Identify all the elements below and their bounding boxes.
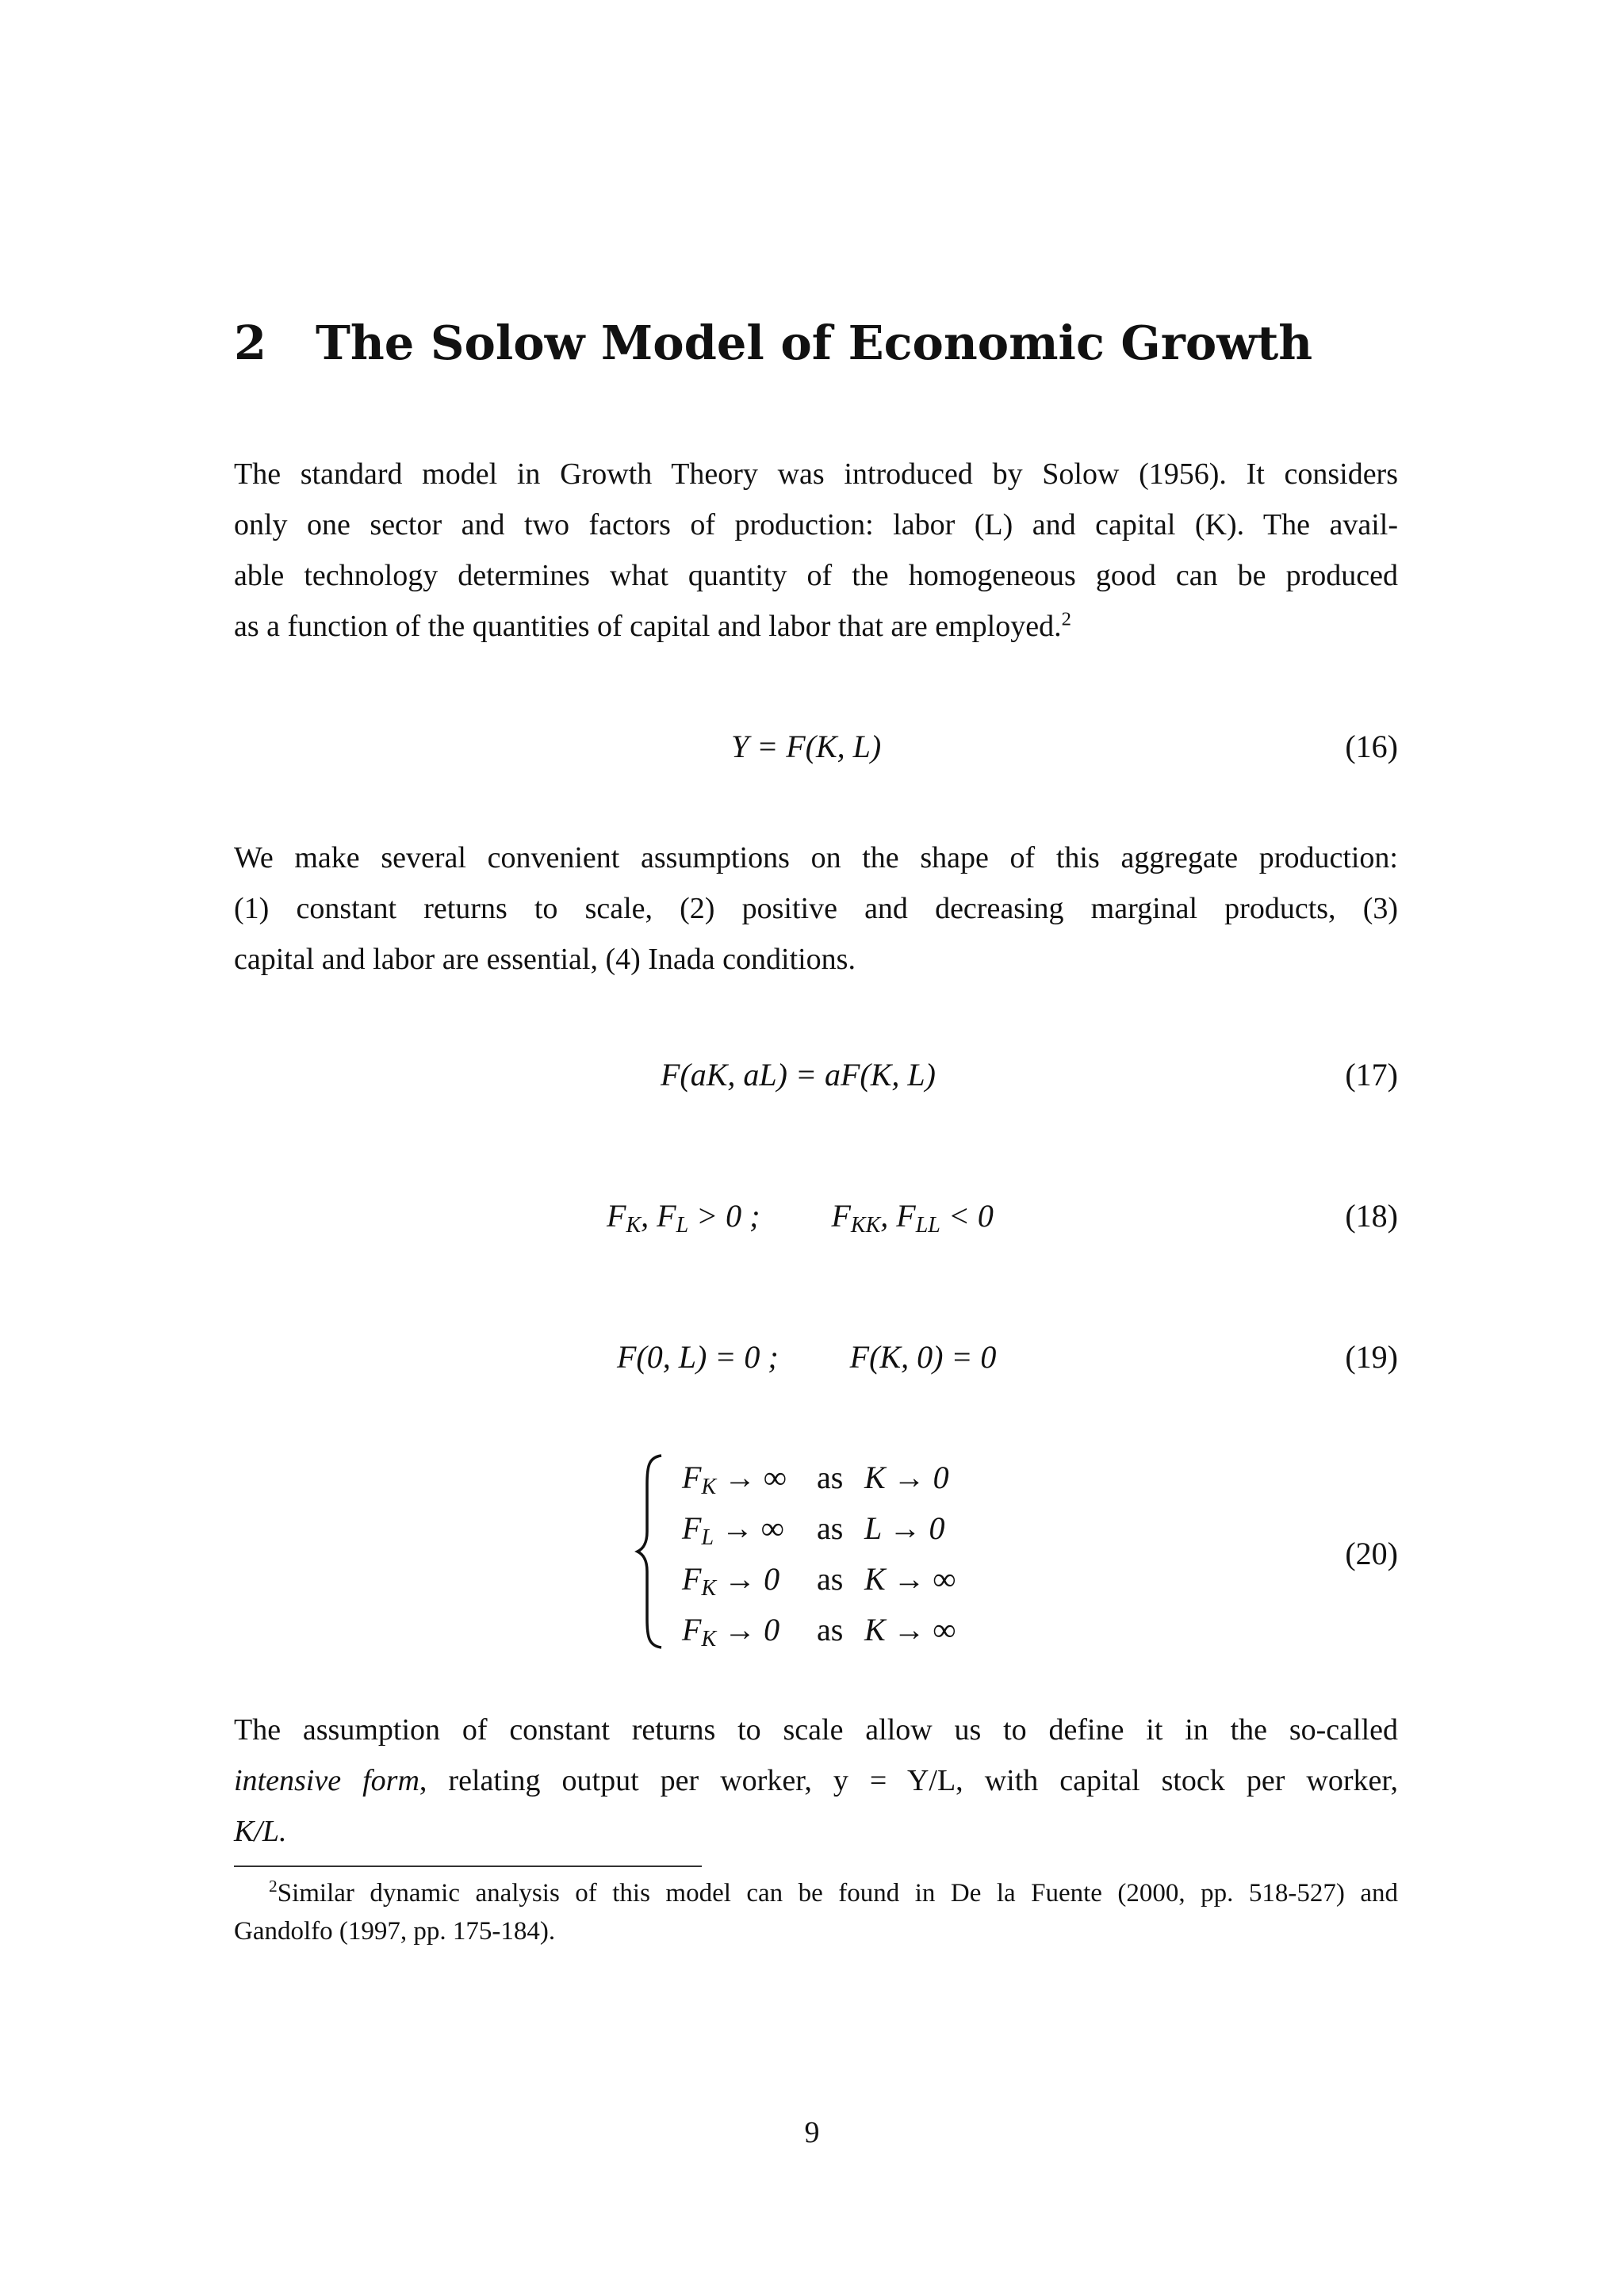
- equation-18-left: $F_K$, $F_L > 0$ ;: [607, 1198, 760, 1238]
- footnote-number: 2: [269, 1877, 278, 1896]
- paragraph-line: [234, 1755, 1398, 1806]
- case-word: as: [817, 1612, 844, 1647]
- equation-number-18: (18): [1345, 1198, 1398, 1234]
- paragraph-line: able technology determines what quantity of the homogeneous good can be produced: [234, 559, 1398, 592]
- equation-number-19: (19): [1345, 1339, 1398, 1375]
- case-row: [682, 1510, 945, 1550]
- case-word: as: [817, 1510, 844, 1546]
- footnote-marker: 2: [1061, 608, 1071, 630]
- section-number: 2: [234, 316, 267, 370]
- paragraph-line: only one sector and two factors of production: labor (L) and capital (K). The avail-: [234, 508, 1398, 541]
- case-rhs: K → ∞: [864, 1561, 956, 1597]
- equation-16: [731, 728, 881, 765]
- paragraph-line: The standard model in Growth Theory was introduced by Solow (1956). It considers: [234, 457, 1398, 491]
- footnote: [234, 1874, 1398, 1950]
- page-number: 9: [804, 2116, 820, 2149]
- case-lhs: $F_K$ → ∞: [682, 1460, 787, 1499]
- paragraph-line: capital and labor are essential, (4) Inada conditions.: [234, 943, 856, 976]
- case-lhs: $F_L$ → ∞: [682, 1510, 784, 1550]
- case-rhs: K → 0: [864, 1460, 949, 1495]
- footnote-rule: [234, 1866, 702, 1867]
- paragraph-line: The assumption of constant returns to scale allow us to define it in the so-called: [234, 1713, 1398, 1747]
- paragraph-line-last: [234, 601, 1398, 652]
- emphasis-intensive-form: intensive form: [234, 1764, 419, 1797]
- equation-16-body: Y = F(K, L): [731, 729, 882, 764]
- paragraph-assumptions: [234, 832, 1398, 985]
- paragraph-line-rest: , relating output per worker, y = Y/L, with capital stock per worker,: [419, 1764, 1398, 1797]
- case-row: [682, 1611, 956, 1651]
- paragraph-line-text: as a function of the quantities of capital and labor that are employed.: [234, 610, 1062, 643]
- equation-17-body: F(aK, aL) = aF(K, L): [661, 1057, 936, 1093]
- section-title: The Solow Model of Economic Growth: [316, 316, 1313, 370]
- case-row: [682, 1459, 949, 1499]
- left-brace: [634, 1452, 666, 1651]
- equation-number-17: (17): [1345, 1057, 1398, 1093]
- case-rhs: K → ∞: [864, 1612, 956, 1647]
- case-lhs: $F_K \to 0$: [682, 1561, 780, 1601]
- paragraph-line: K/L.: [234, 1815, 287, 1848]
- equation-number-20: (20): [1345, 1536, 1398, 1571]
- case-row: [682, 1560, 956, 1601]
- paragraph-intro: [234, 449, 1398, 652]
- footnote-line: Gandolfo (1997, pp. 175-184).: [234, 1917, 556, 1946]
- equation-18: [607, 1197, 994, 1238]
- paragraph-intensive-form: [234, 1705, 1398, 1857]
- case-rhs: L → 0: [864, 1510, 945, 1546]
- equation-19-right: F(K, 0) = 0: [849, 1339, 997, 1375]
- case-word: as: [817, 1561, 844, 1597]
- equation-18-right: $F_{KK}$, $F_{LL} < 0$: [831, 1198, 994, 1238]
- paragraph-line: We make several convenient assumptions on the shape of this aggregate production:: [234, 841, 1398, 874]
- equation-19: [617, 1338, 996, 1376]
- paragraph-line: (1) constant returns to scale, (2) positive and decreasing marginal products, (3): [234, 892, 1398, 925]
- equation-number-16: (16): [1345, 729, 1398, 764]
- case-lhs: $F_K \to 0$: [682, 1612, 780, 1651]
- section-heading: [234, 316, 1312, 370]
- footnote-text: Similar dynamic analysis of this model can be found in De la Fuente (2000, pp. 518-527) and: [277, 1879, 1398, 1908]
- equation-19-left: F(0, L) = 0 ;: [617, 1339, 779, 1375]
- equation-17: [661, 1056, 936, 1093]
- footnote-line: [234, 1874, 1398, 1912]
- case-word: as: [817, 1460, 844, 1495]
